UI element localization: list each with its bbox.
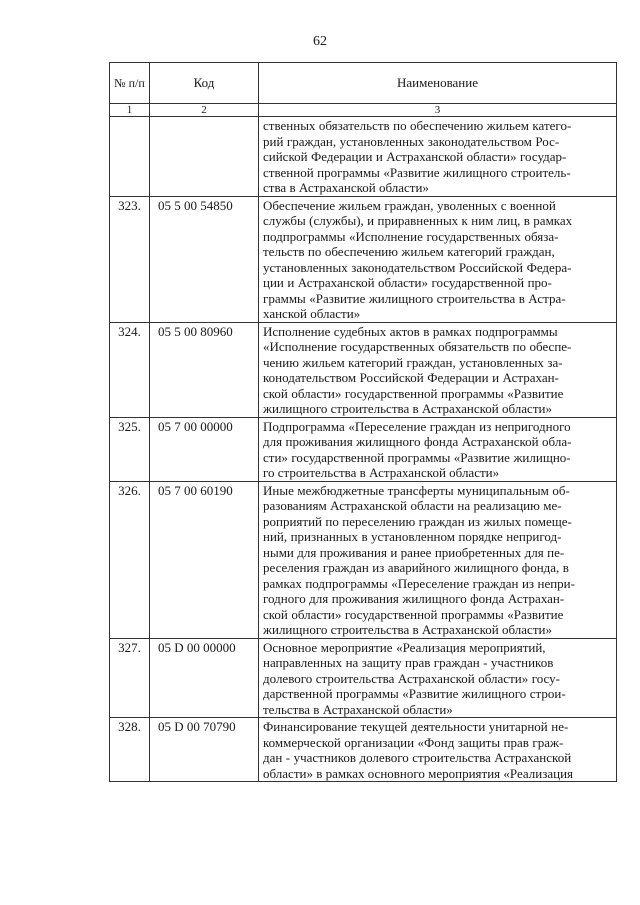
name-line: дан - участников долевого строительства Астраханской [263, 750, 572, 765]
name-line: сти» государственной программы «Развитие жилищно- [263, 449, 571, 465]
name-line: го строительства в Астраханской области» [263, 465, 500, 480]
name-line: тельств по обеспечению жильем категорий граждан, [263, 244, 555, 259]
name-line: Исполнение судебных актов в рамках подпрограммы [263, 323, 558, 339]
column-index: 1 [110, 104, 150, 117]
row-code: 05 D 00 00000 [150, 638, 259, 718]
name-line: ской области» государственной программы «Развитие [263, 385, 564, 401]
name-line: ственных обязательств по обеспечению жильем катего- [263, 118, 572, 133]
name-line: дарственной программы «Развитие жилищного строи- [263, 686, 566, 701]
header-row [110, 63, 617, 104]
name-line: Основное мероприятие «Реализация мероприятий, [263, 639, 546, 655]
name-line: чению жильем категорий граждан, установленных за- [263, 354, 563, 370]
row-number: 328. [110, 718, 150, 782]
name-line: Иные межбюджетные трансферты муниципальным об- [263, 482, 570, 498]
page-number: 62 [313, 34, 327, 49]
name-line: службы (службы), и приравненных к ним лиц, в рамках [263, 213, 573, 228]
table-row [110, 117, 617, 197]
column-index: 2 [150, 104, 259, 117]
row-name [259, 117, 617, 197]
table-row [110, 417, 617, 481]
name-line: жилищного строительства в Астраханской области» [263, 401, 552, 416]
row-name [259, 638, 617, 718]
header-code: Код [150, 63, 259, 104]
name-line: установленных законодательством Российской Федера- [263, 259, 572, 275]
name-line: годного для проживания жилищного фонда Астрахан- [263, 591, 565, 606]
name-line: жилищного строительства в Астраханской области» [263, 622, 552, 637]
row-code: 05 D 00 70790 [150, 718, 259, 782]
name-line: ханской области» [263, 306, 361, 321]
name-line: рамках подпрограммы «Переселение граждан из непри- [263, 575, 575, 591]
name-line: рий граждан, установленных законодательством Рос- [263, 133, 560, 149]
row-name [259, 196, 617, 322]
budget-classification-table [109, 62, 617, 782]
name-line: разованиям Астраханской области на реализацию ме- [263, 498, 562, 513]
column-index: 3 [259, 104, 617, 117]
table-row [110, 481, 617, 638]
name-line: ными для проживания и ранее приобретенных для пе- [263, 544, 565, 560]
row-number: 325. [110, 417, 150, 481]
name-line: ской области» государственной программы «Развитие [263, 606, 564, 622]
name-line: граммы «Развитие жилищного строительства в Астра- [263, 290, 566, 306]
name-line: подпрограммы «Исполнение государственных обяза- [263, 228, 559, 244]
row-code: 05 5 00 80960 [150, 322, 259, 417]
name-line: направленных на защиту прав граждан - участников [263, 655, 554, 670]
table-row [110, 196, 617, 322]
name-line: Подпрограмма «Переселение граждан из непригодного [263, 418, 571, 434]
name-line: Финансирование текущей деятельности унитарной не- [263, 719, 569, 734]
name-line: роприятий по переселению граждан из жилых помеще- [263, 513, 572, 529]
name-line: конодательством Российской Федерации и Астрахан- [263, 370, 559, 385]
name-line: ственной программы «Развитие жилищного строитель- [263, 164, 571, 180]
row-number: 324. [110, 322, 150, 417]
name-line: области» в рамках основного мероприятия «Реализация [263, 765, 574, 781]
table-body [110, 117, 617, 782]
row-name [259, 481, 617, 638]
name-line: долевого строительства Астраханской области» госу- [263, 670, 560, 686]
name-line: Обеспечение жильем граждан, уволенных с военной [263, 197, 556, 213]
header-name: Наименование [259, 63, 617, 104]
table-row [110, 638, 617, 718]
name-line: для проживания жилищного фонда Астраханской обла- [263, 434, 572, 449]
name-line: ции и Астраханской области» государственной про- [263, 275, 552, 290]
name-line: сийской Федерации и Астраханской области» государ- [263, 149, 567, 164]
row-code: 05 5 00 54850 [150, 196, 259, 322]
name-line: ства в Астраханской области» [263, 180, 429, 195]
name-line: «Исполнение государственных обязательств по обеспе- [263, 339, 572, 354]
header-number: № п/п [110, 63, 150, 104]
row-code: 05 7 00 00000 [150, 417, 259, 481]
column-index-row [110, 104, 617, 117]
row-code [150, 117, 259, 197]
row-name [259, 718, 617, 782]
table-row [110, 718, 617, 782]
row-number [110, 117, 150, 197]
name-line: коммерческой организации «Фонд защиты прав граж- [263, 734, 564, 750]
row-number: 323. [110, 196, 150, 322]
name-line: реселения граждан из аварийного жилищного фонда, в [263, 560, 569, 575]
row-number: 326. [110, 481, 150, 638]
name-line: тельства в Астраханской области» [263, 701, 453, 717]
table-row [110, 322, 617, 417]
name-line: ний, признанных в установленном порядке непригод- [263, 529, 562, 544]
row-name [259, 322, 617, 417]
row-code: 05 7 00 60190 [150, 481, 259, 638]
row-number: 327. [110, 638, 150, 718]
row-name [259, 417, 617, 481]
